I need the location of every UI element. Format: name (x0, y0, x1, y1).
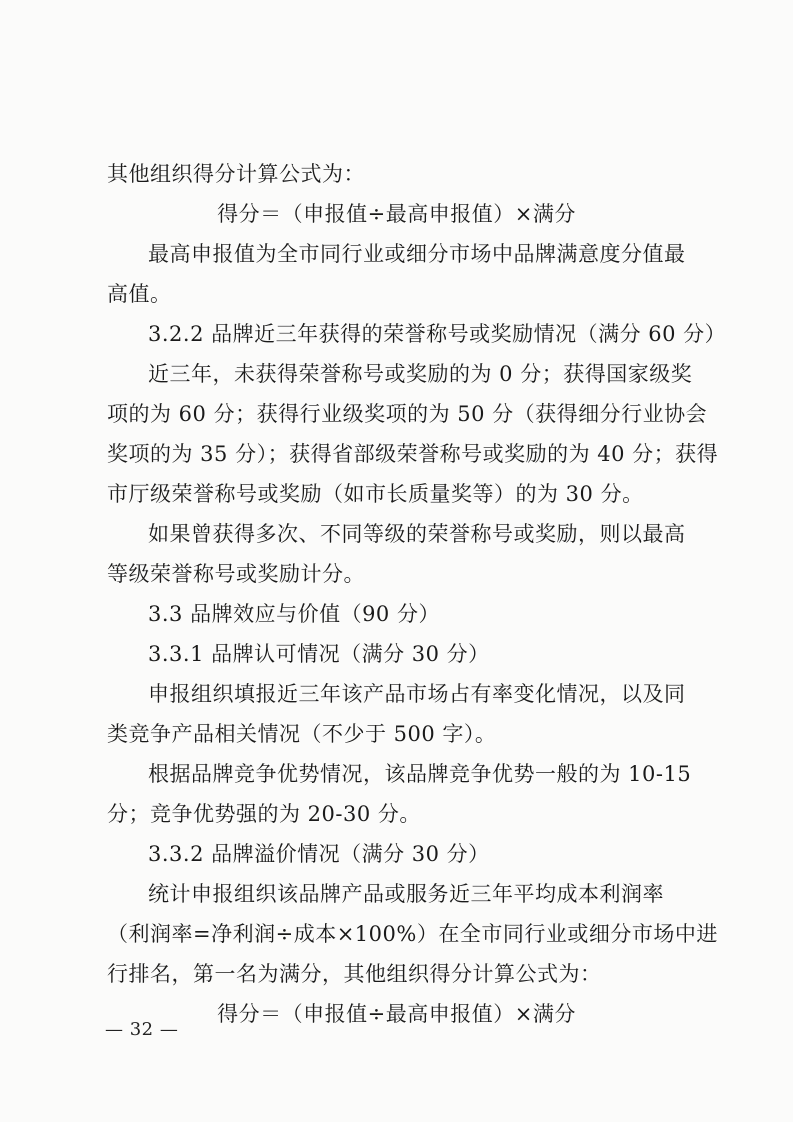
section-heading: 3.2.2 品牌近三年获得的荣誉称号或奖励情况（满分 60 分） (148, 322, 727, 346)
paragraph-line: 分；竞争优势强的为 20-30 分。 (107, 802, 421, 826)
formula-line: 得分＝（申报值÷最高申报值）×满分 (217, 1002, 576, 1026)
paragraph-line: 等级荣誉称号或奖励计分。 (107, 562, 365, 586)
paragraph-line: 市厅级荣誉称号或奖励（如市长质量奖等）的为 30 分。 (107, 482, 644, 506)
paragraph-line: 奖项的为 35 分）；获得省部级荣誉称号或奖励的为 40 分；获得 (107, 442, 719, 466)
paragraph-line: 近三年，未获得荣誉称号或奖励的为 0 分；获得国家级奖 (148, 362, 693, 386)
section-heading: 3.3.2 品牌溢价情况（满分 30 分） (148, 842, 490, 866)
paragraph-line: 申报组织填报近三年该产品市场占有率变化情况，以及同 (148, 682, 686, 706)
paragraph-line: 根据品牌竞争优势情况，该品牌竞争优势一般的为 10-15 (148, 762, 692, 786)
page-number: — 32 — (105, 1019, 179, 1040)
paragraph-line: 高值。 (107, 282, 172, 306)
paragraph-line: 统计申报组织该品牌产品或服务近三年平均成本利润率 (148, 882, 664, 906)
paragraph-line: 类竞争产品相关情况（不少于 500 字）。 (107, 722, 497, 746)
section-heading: 3.3 品牌效应与价值（90 分） (148, 602, 440, 626)
section-heading: 3.3.1 品牌认可情况（满分 30 分） (148, 642, 490, 666)
paragraph-line: （利润率=净利润÷成本×100%）在全市同行业或细分市场中进 (107, 922, 718, 946)
paragraph-line: 其他组织得分计算公式为： (107, 162, 365, 186)
paragraph-line: 如果曾获得多次、不同等级的荣誉称号或奖励，则以最高 (148, 522, 686, 546)
paragraph-line: 项的为 60 分；获得行业级奖项的为 50 分（获得细分行业协会 (107, 402, 708, 426)
formula-line: 得分＝（申报值÷最高申报值）×满分 (217, 202, 576, 226)
paragraph-line: 行排名，第一名为满分，其他组织得分计算公式为： (107, 962, 602, 986)
paragraph-line: 最高申报值为全市同行业或细分市场中品牌满意度分值最 (148, 242, 686, 266)
